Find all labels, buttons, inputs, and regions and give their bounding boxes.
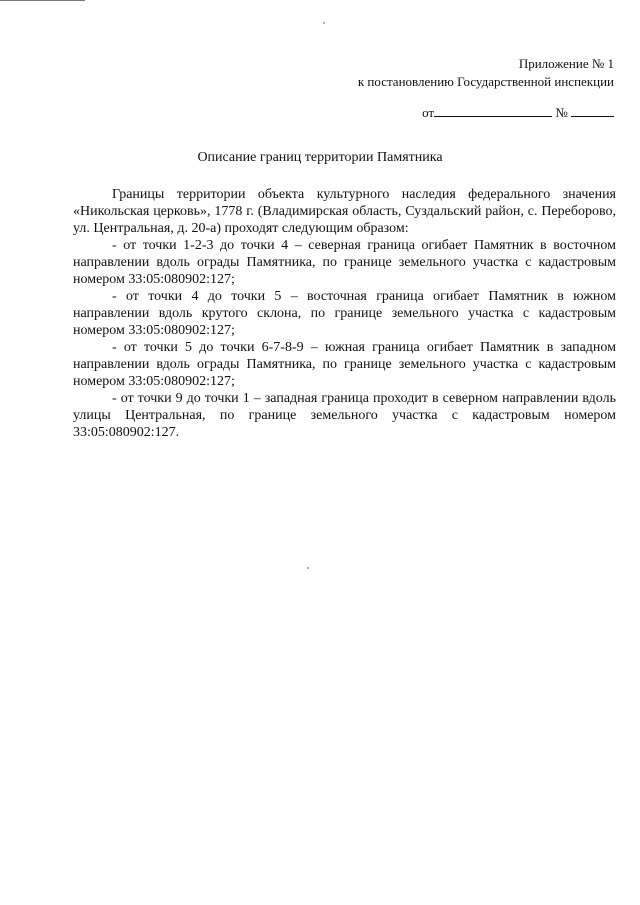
date-blank	[434, 103, 552, 117]
boundary-segment-north: - от точки 1-2-3 до точки 4 – северная граница огибает Памятник в восточном направлении вдоль ограды Памятника, по границе земельного участка с кадастровым номером 33:05:080902:127;	[73, 238, 616, 287]
scan-speck	[307, 567, 309, 569]
document-body	[73, 186, 616, 441]
intro-paragraph: Границы территории объекта культурного наследия федерального значения «Никольская церковь», 1778 г. (Владимирская область, Суздальский район, с. Переборово, ул. Центральная, д. 20-а) проходят следующим образом:	[73, 187, 616, 236]
document-title: Описание границ территории Памятника	[197, 150, 443, 165]
appendix-header	[254, 55, 614, 91]
boundary-segment-south: - от точки 5 до точки 6-7-8-9 – южная граница огибает Памятник в западном направлении вдоль ограды Памятника, по границе земельного участка с кадастровым номером 33:05:080902:127;	[73, 340, 616, 389]
scan-edge-line	[0, 0, 85, 1]
scan-speck	[323, 22, 325, 24]
boundary-segment-west: - от точки 9 до точки 1 – западная граница проходит в северном направлении вдоль улицы Центральная, по границе земельного участка с кадастровым номером 33:05:080902:127.	[73, 391, 616, 440]
date-number-line	[254, 103, 614, 122]
number-blank	[571, 103, 614, 117]
number-prefix: №	[555, 105, 568, 120]
appendix-label: Приложение № 1	[518, 56, 614, 71]
boundary-segment-east: - от точки 4 до точки 5 – восточная граница огибает Памятник в южном направлении вдоль крутого склона, по границе земельного участка с кадастровым номером 33:05:080902:127;	[73, 289, 616, 338]
date-prefix: от	[422, 105, 435, 120]
decree-reference: к постановлению Государственной инспекции	[357, 74, 614, 89]
